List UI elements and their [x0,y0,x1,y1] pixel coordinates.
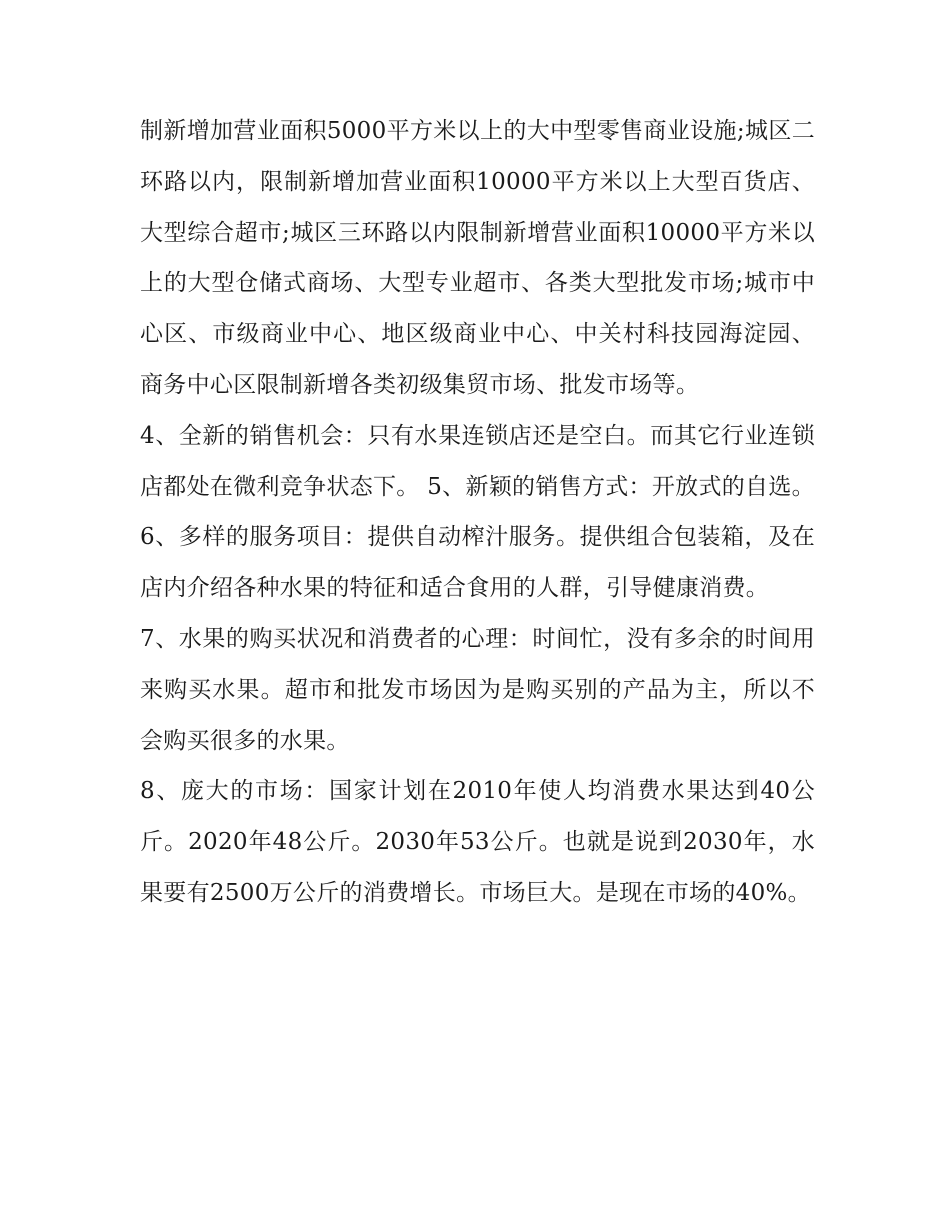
paragraph-sales-opportunity: 4、全新的销售机会：只有水果连锁店还是空白。而其它行业连锁店都处在微利竞争状态下。 5、新颖的销售方式：开放式的自选。 [140,422,815,500]
paragraph-market-size: 8、庞大的市场：国家计划在2010年使人均消费水果达到40公斤。2020年48公斤。2030年53公斤。也就是说到2030年，水果要有2500万公斤的消费增长。市场巨大。是现在市场的40%。 [140,778,815,906]
document-body [140,106,815,919]
paragraph-retail-restrictions: 制新增加营业面积5000平方米以上的大中型零售商业设施;城区二环路以内，限制新增加营业面积10000平方米以上大型百货店、大型综合超市;城区三环路以内限制新增营业面积10000平方米以上的大型仓储式商场、大型专业超市、各类大型批发市场;城市中心区、市级商业中心、地区级商业中心、中关村科技园海淀园、商务中心区限制新增各类初级集贸市场、批发市场等。 [140,118,815,398]
paragraph-service-items: 6、多样的服务项目：提供自动榨汁服务。提供组合包装箱，及在店内介绍各种水果的特征和适合食用的人群，引导健康消费。 [140,524,815,602]
paragraph-consumer-psychology: 7、水果的购买状况和消费者的心理：时间忙，没有多余的时间用来购买水果。超市和批发市场因为是购买别的产品为主，所以不会购买很多的水果。 [140,625,815,754]
